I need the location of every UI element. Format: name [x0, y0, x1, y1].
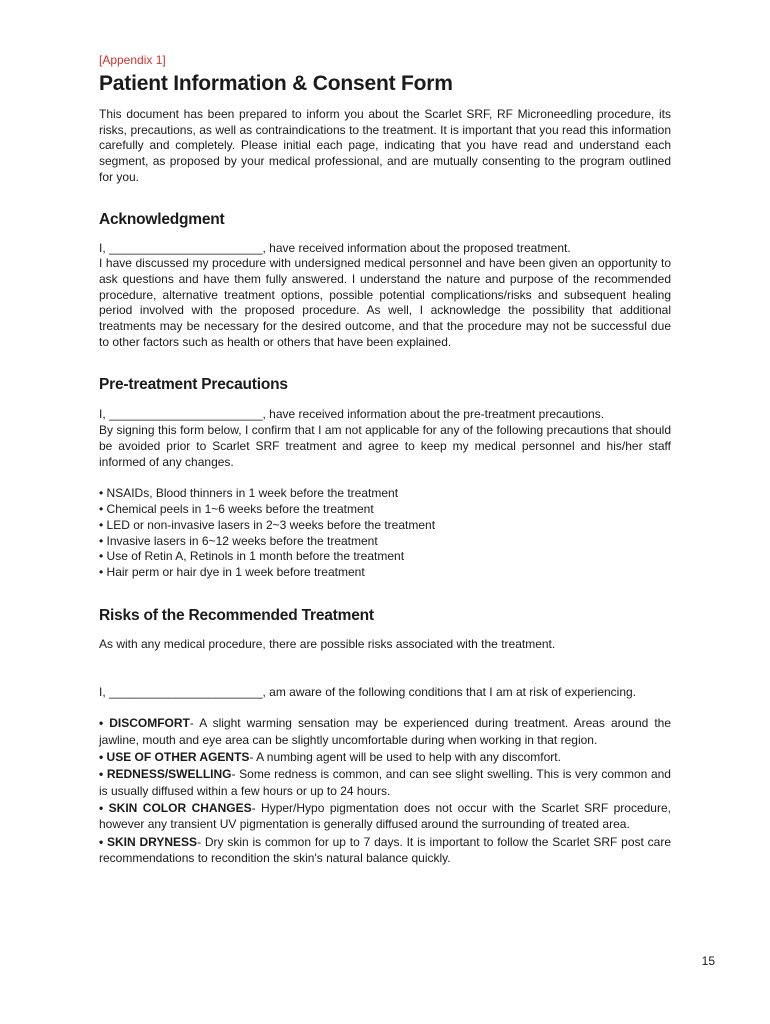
- risk-text: - A numbing agent will be used to help with any discomfort.: [249, 750, 561, 765]
- risk-text: - Hyper/Hypo pigmentation does not occur with the Scarlet SRF procedure, however any transient UV pigmentation is generally diffused around the surrounding of treated area.: [99, 800, 671, 832]
- risk-text: - Some redness is common, and can see slight swelling. This is very common and is usually diffused within a few hours or up to 24 hours.: [99, 767, 671, 798]
- risk-item-redness: [99, 766, 671, 799]
- list-item: • Use of Retin A, Retinols in 1 month before the treatment: [99, 549, 405, 564]
- risk-item-skin-dryness: [99, 834, 671, 867]
- risks-signature-line: I, _______________________, am aware of the following conditions that I am at risk of experiencing.: [99, 684, 637, 699]
- list-item: • LED or non-invasive lasers in 2~3 weeks before the treatment: [99, 517, 436, 532]
- risk-label: • REDNESS/SWELLING: [99, 767, 232, 782]
- page-number: 15: [701, 954, 715, 968]
- list-item: • Chemical peels in 1~6 weeks before the treatment: [99, 502, 374, 517]
- acknowledgment-section: [99, 241, 671, 351]
- acknowledgment-paragraph: I have discussed my procedure with undersigned medical personnel and have been given an opportunity to ask questions and have them fully answered. I understand the nature and purpose of the recommended procedure, alternative treatment options, possible potential complications/risks and subsequent healing period involved with the proposed procedure. As well, I acknowledge the possibility that additional treatments may be necessary for the desired outcome, and that the procedure may not be successful due to other factors such as health or others that have been explained.: [99, 256, 671, 349]
- risk-item-discomfort: [99, 715, 671, 748]
- appendix-label: [Appendix 1]: [99, 53, 166, 67]
- acknowledgment-signature-line: I, _______________________, have received information about the proposed treatment.: [99, 240, 571, 255]
- list-item: • Hair perm or hair dye in 1 week before treatment: [99, 565, 365, 580]
- risks-intro: As with any medical procedure, there are possible risks associated with the treatment.: [99, 637, 556, 652]
- risk-label: • SKIN COLOR CHANGES: [99, 800, 252, 815]
- list-item: • NSAIDs, Blood thinners in 1 week before the treatment: [99, 486, 399, 501]
- intro-paragraph: This document has been prepared to inform you about the Scarlet SRF, RF Microneedling procedure, its risks, precautions, as well as contraindications to the treatment. It is important that you read this information carefully and completely. Please initial each page, indicating that you have read and understand each segment, as proposed by your medical professional, and are mutually consenting to the program outlined for you.: [99, 107, 671, 184]
- risk-item-skin-color: [99, 800, 671, 833]
- risk-text: - Dry skin is common for up to 7 days. It is important to follow the Scarlet SRF post care recommendations to recondition the skin's natural balance quickly.: [99, 834, 672, 865]
- risk-label: • SKIN DRYNESS: [99, 834, 198, 849]
- precautions-heading: Pre-treatment Precautions: [99, 376, 288, 394]
- risk-text: - A slight warming sensation may be experienced during treatment. Areas around the jawline, mouth and eye area can be slightly uncomfortable during when working in that region.: [99, 716, 672, 747]
- page-title: Patient Information & Consent Form: [99, 72, 453, 95]
- document-page: [99, 52, 671, 867]
- precautions-list: [99, 486, 671, 581]
- risk-label: • USE OF OTHER AGENTS: [99, 750, 250, 765]
- precautions-section: [99, 407, 671, 470]
- risk-item-other-agents: [99, 749, 671, 765]
- list-item: • Invasive lasers in 6~12 weeks before the treatment: [99, 533, 378, 548]
- acknowledgment-heading: Acknowledgment: [99, 210, 225, 228]
- risks-list: [99, 715, 671, 866]
- precautions-signature-line: I, _______________________, have received information about the pre-treatment precautions.: [99, 407, 605, 422]
- precautions-paragraph: By signing this form below, I confirm that I am not applicable for any of the following precautions that should be avoided prior to Scarlet SRF treatment and agree to keep my medical personnel and his/her staff informed of any changes.: [99, 423, 671, 469]
- risk-label: • DISCOMFORT: [99, 716, 190, 731]
- risks-heading: Risks of the Recommended Treatment: [99, 607, 374, 625]
